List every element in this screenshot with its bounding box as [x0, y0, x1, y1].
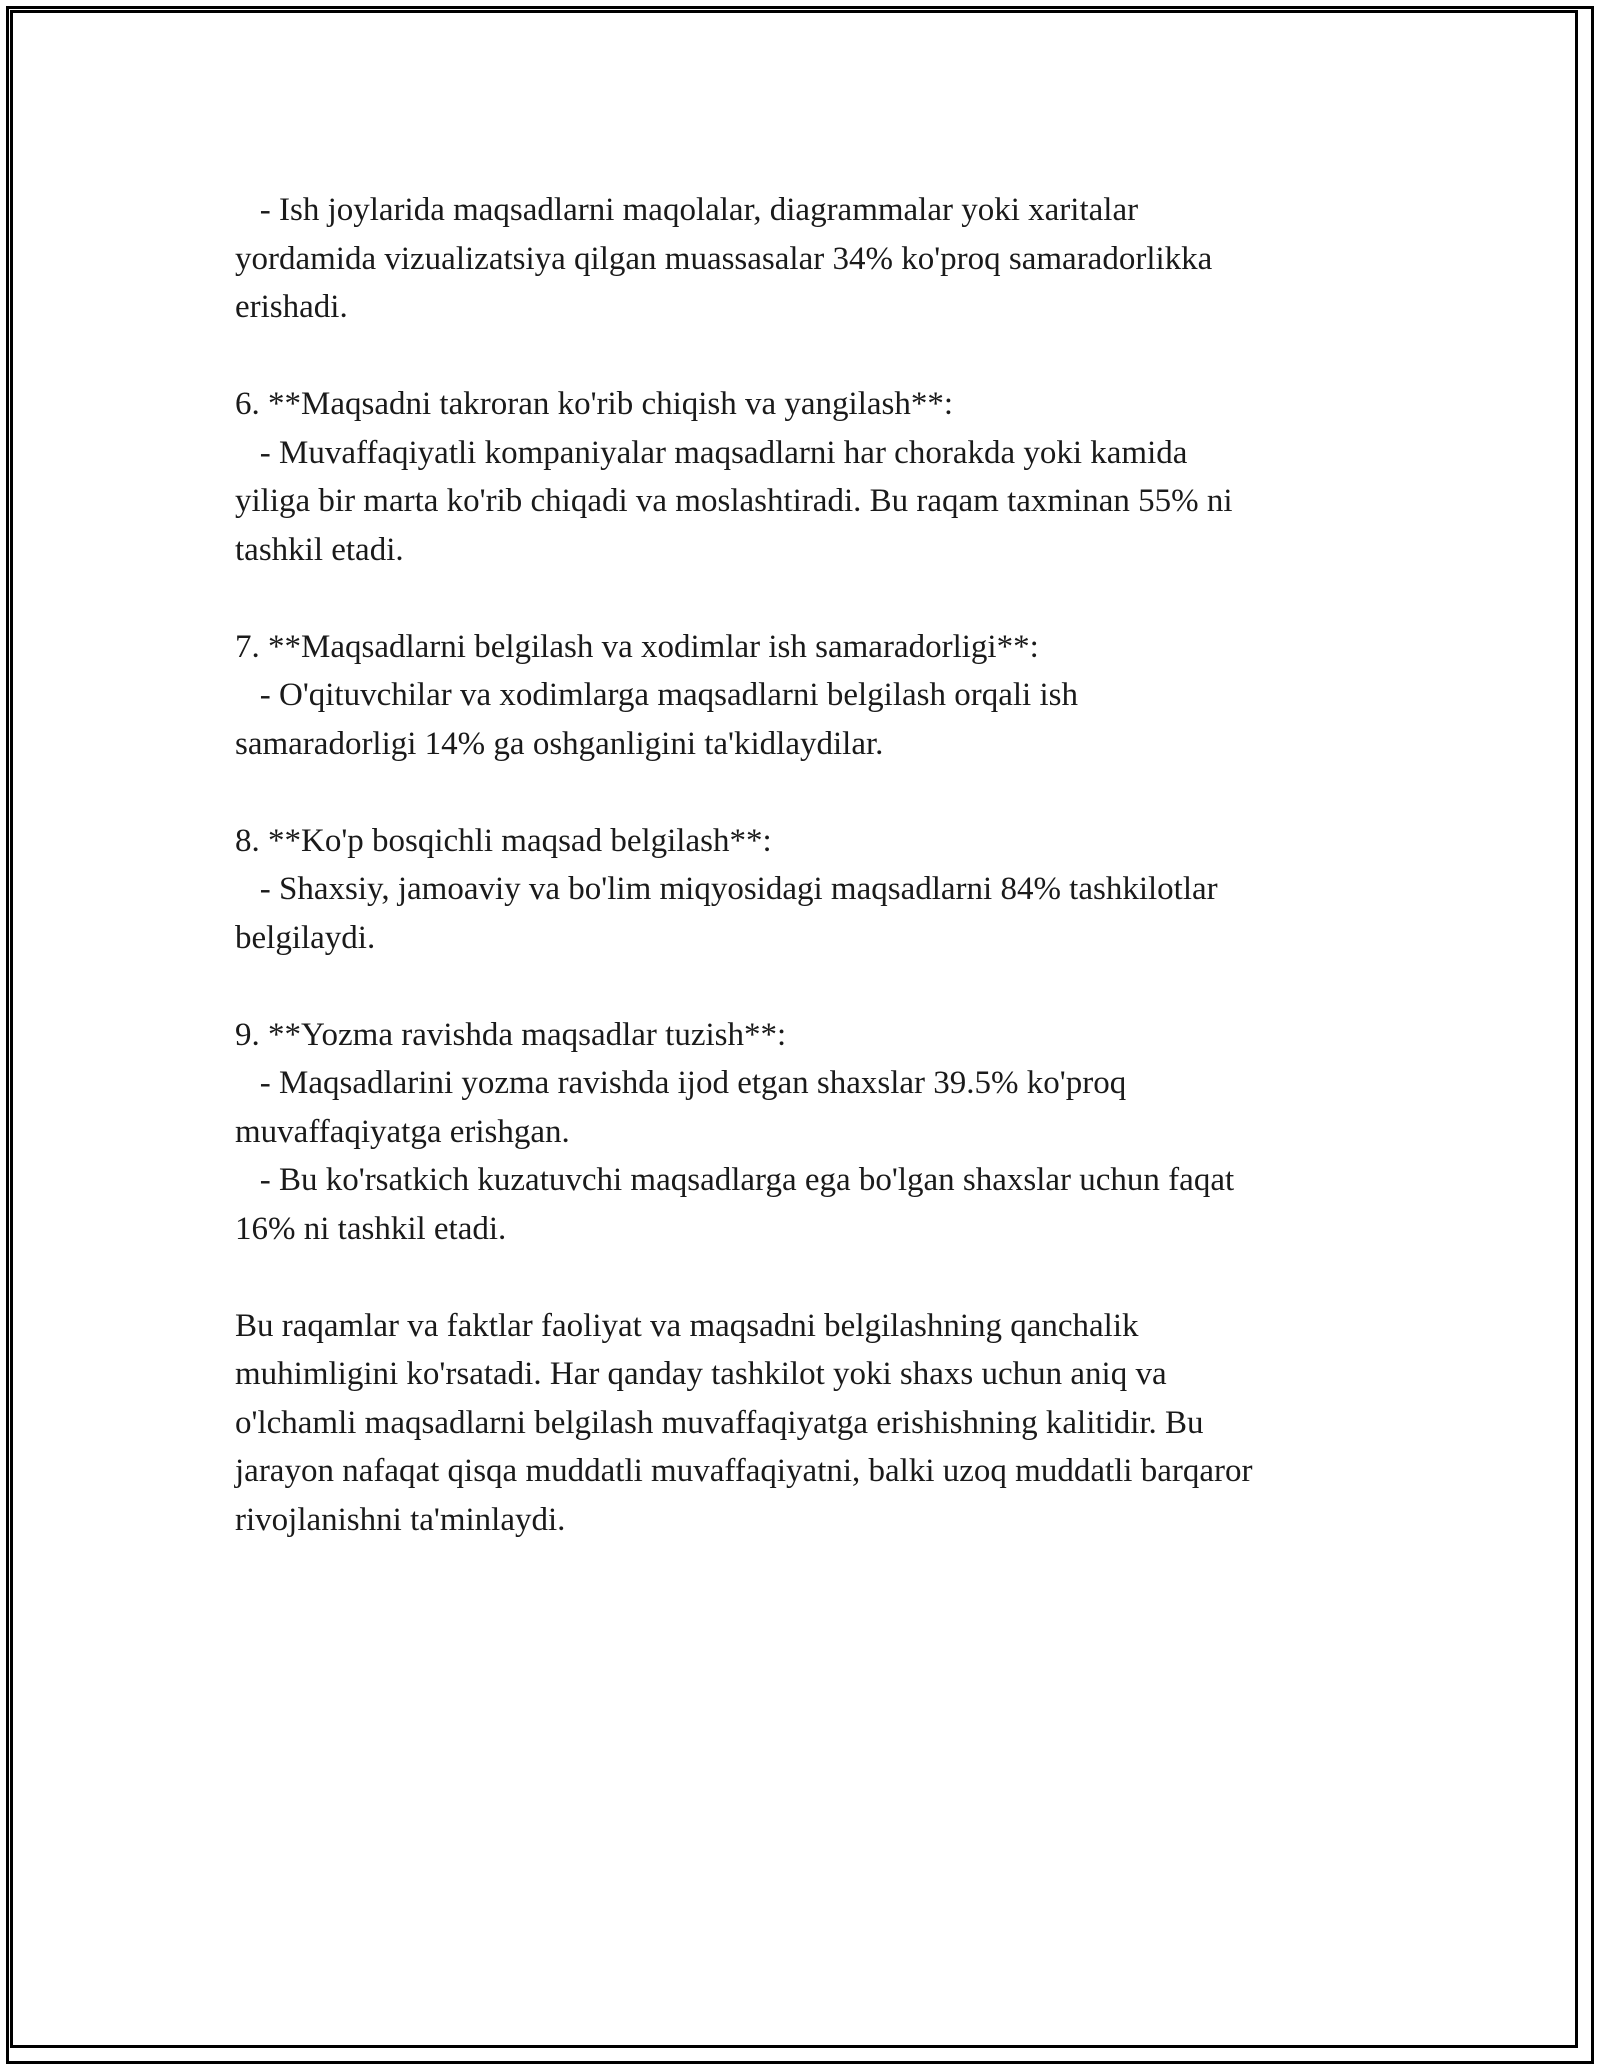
conclusion-paragraph [235, 1302, 1415, 1545]
section-heading: 7. **Maqsadlarni belgilash va xodimlar ish samaradorligi**: [235, 628, 1039, 665]
paragraph-visualization [235, 186, 1415, 332]
text-line: 16% ni tashkil etadi. [235, 1210, 507, 1247]
paragraph-gap [235, 768, 1415, 817]
text-line: belgilaydi. [235, 919, 376, 956]
text-line: o'lchamli maqsadlarni belgilash muvaffaqiyatga erishishning kalitidir. Bu [235, 1404, 1204, 1441]
section-7 [235, 623, 1415, 769]
text-line: erishadi. [235, 289, 348, 325]
text-line: - Shaxsiy, jamoaviy va bo'lim miqyosidagi maqsadlarni 84% tashkilotlar [235, 871, 1218, 907]
document-body [235, 186, 1415, 1544]
text-line: - Maqsadlarini yozma ravishda ijod etgan shaxslar 39.5% ko'proq [235, 1065, 1127, 1101]
text-line: jarayon nafaqat qisqa muddatli muvaffaqiyatni, balki uzoq muddatli barqaror [235, 1453, 1253, 1489]
text-line: rivojlanishni ta'minlaydi. [235, 1501, 566, 1538]
text-line: samaradorligi 14% ga oshganligini ta'kidlaydilar. [235, 725, 884, 762]
text-line: yordamida vizualizatsiya qilgan muassasalar 34% ko'proq samaradorlikka [235, 240, 1213, 277]
paragraph-gap [235, 1253, 1415, 1302]
text-line: - Muvaffaqiyatli kompaniyalar maqsadlarni har chorakda yoki kamida [235, 434, 1188, 471]
section-heading: 8. **Ko'p bosqichli maqsad belgilash**: [235, 822, 772, 859]
text-line: - Ish joylarida maqsadlarni maqolalar, diagrammalar yoki xaritalar [235, 192, 1139, 228]
paragraph-gap [235, 574, 1415, 623]
text-line: Bu raqamlar va faktlar faoliyat va maqsadni belgilashning qanchalik [235, 1307, 1139, 1344]
section-heading: 6. **Maqsadni takroran ko'rib chiqish va yangilash**: [235, 386, 954, 422]
text-line: muhimligini ko'rsatadi. Har qanday tashkilot yoki shaxs uchun aniq va [235, 1356, 1167, 1392]
text-line: tashkil etadi. [235, 531, 404, 568]
text-line: - O'qituvchilar va xodimlarga maqsadlarni belgilash orqali ish [235, 677, 1078, 713]
text-line: - Bu ko'rsatkich kuzatuvchi maqsadlarga ega bo'lgan shaxslar uchun faqat [235, 1162, 1235, 1198]
text-line: muvaffaqiyatga erishgan. [235, 1113, 570, 1150]
paragraph-gap [235, 332, 1415, 381]
paragraph-gap [235, 962, 1415, 1011]
text-line: yiliga bir marta ko'rib chiqadi va moslashtiradi. Bu raqam taxminan 55% ni [235, 483, 1233, 519]
section-9 [235, 1011, 1415, 1254]
section-6 [235, 380, 1415, 574]
section-8 [235, 817, 1415, 963]
section-heading: 9. **Yozma ravishda maqsadlar tuzish**: [235, 1016, 787, 1053]
